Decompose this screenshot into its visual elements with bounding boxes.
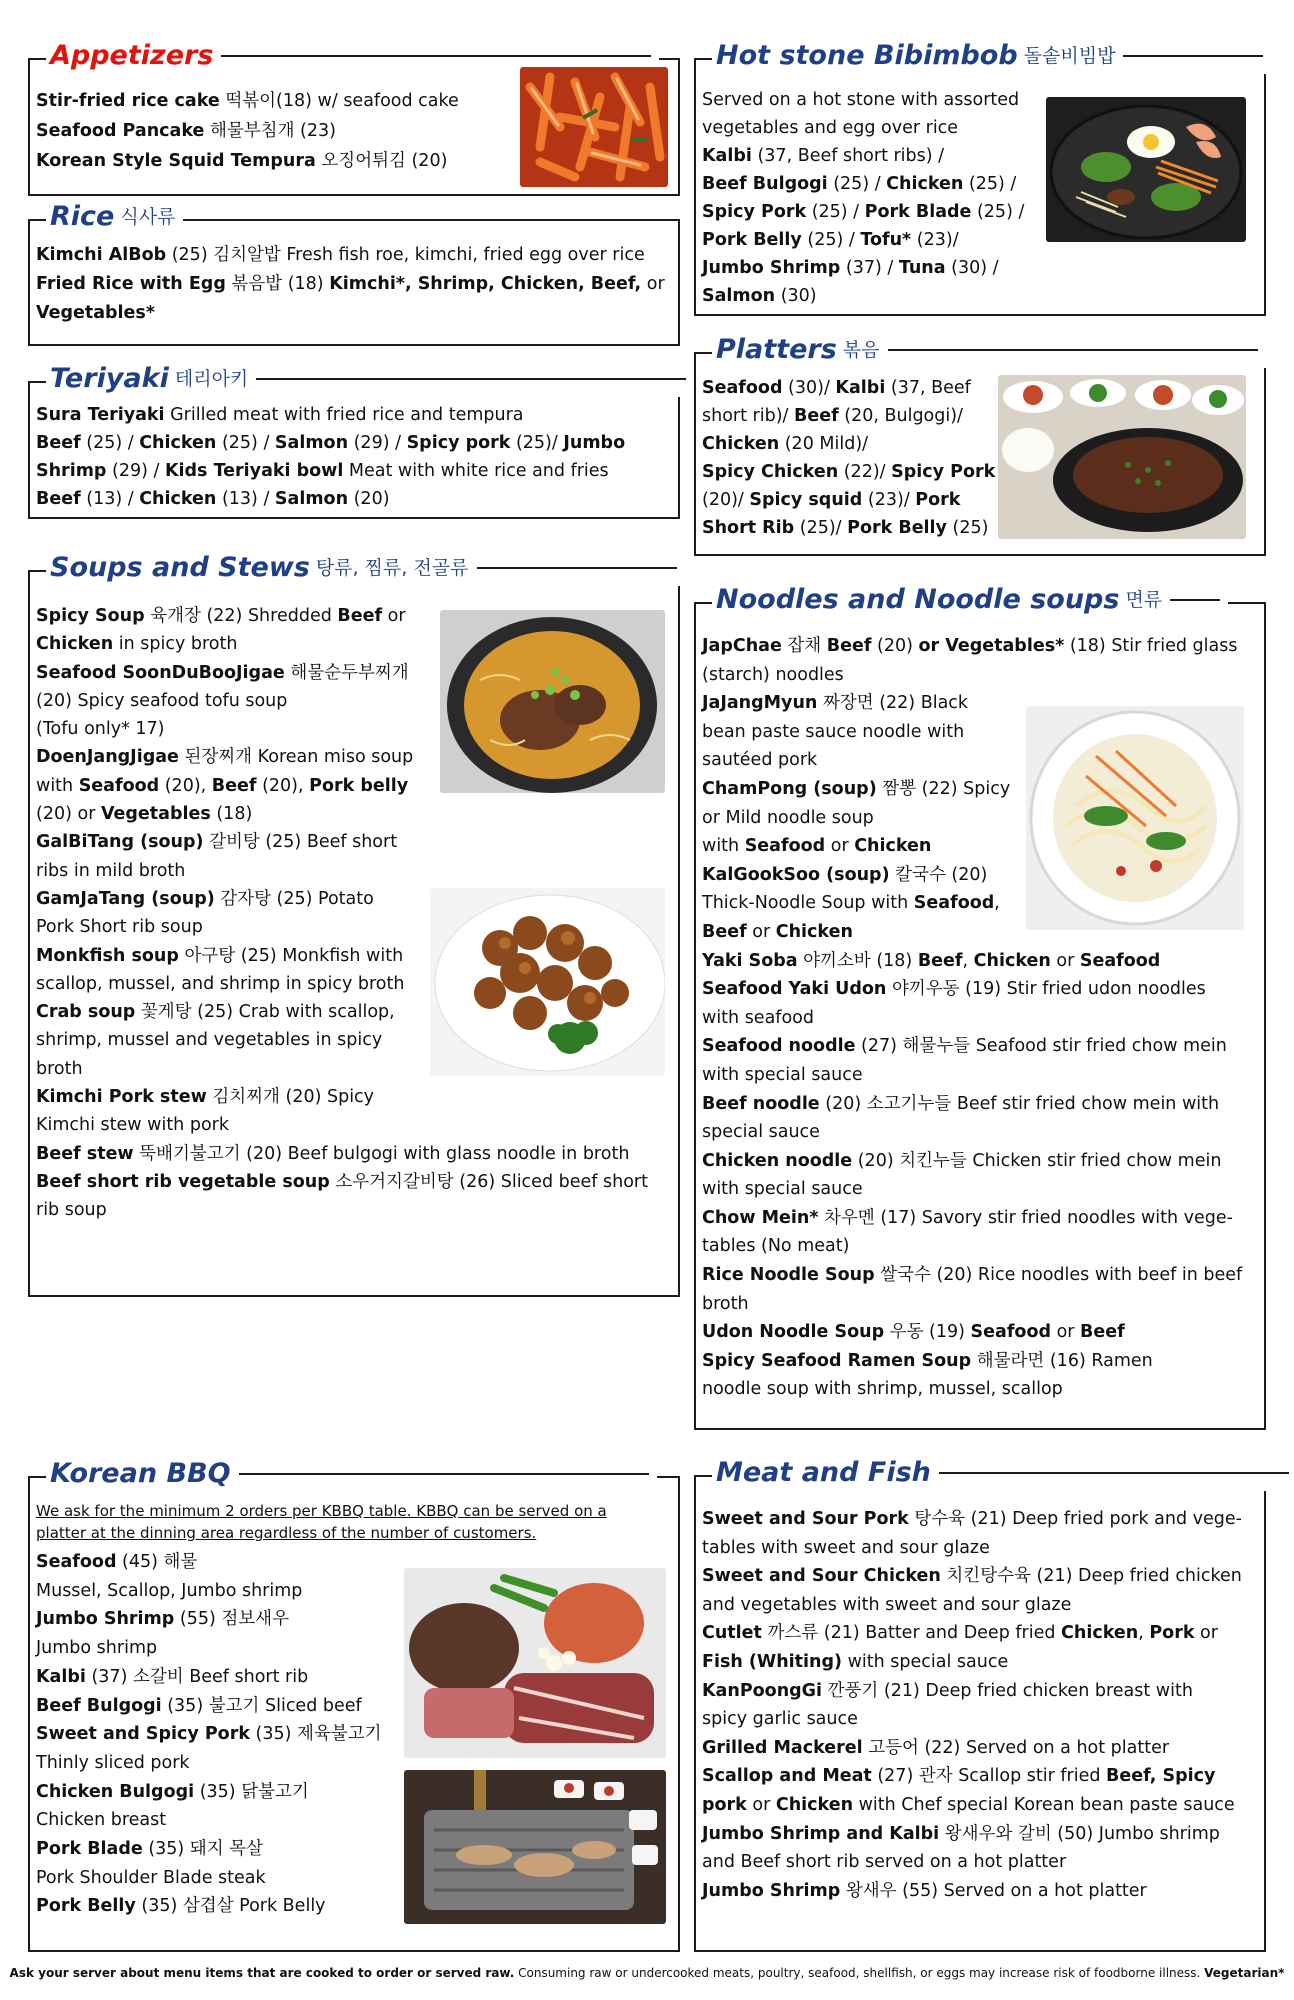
menu-line: (Tofu only* 17) [36, 719, 165, 740]
spicy-soup-photo [440, 610, 665, 793]
platters-heading: Platters 볶음 [712, 332, 1266, 368]
menu-line: Jumbo Shrimp (55) 점보새우 [36, 1609, 289, 1630]
menu-line: rib soup [36, 1200, 107, 1221]
soups-section [28, 552, 680, 1297]
bibimbob-heading: Hot stone Bibimbob 돌솥비빔밥 [712, 38, 1271, 74]
bbq-heading: Korean BBQ [46, 1456, 657, 1492]
menu-line: Kimchi Pork stew 김치찌개 (20) Spicy [36, 1087, 375, 1108]
menu-line: GamJaTang (soup) 감자탕 (25) Potato [36, 888, 374, 909]
menu-line: Chicken in spicy broth [36, 634, 238, 655]
menu-line: broth [36, 1058, 83, 1079]
allergy-disclaimer: Ask your server about menu items that are cooked to order or served raw. Consuming raw or undercooked meats, poultry, seafood, shellfish, or eggs may increase risk of foodborne illness. Vegetarian* [9, 1966, 1285, 1980]
menu-line: pork or Chicken with Chef special Korean bean paste sauce [702, 1794, 1235, 1815]
menu-line: JapChae 잡채 Beef (20) or Vegetables* (18) Stir fried glass [702, 636, 1238, 656]
menu-line: (starch) noodles [702, 664, 844, 685]
menu-item-cont: Vegetables* [36, 303, 155, 323]
menu-line: Udon Noodle Soup 우동 (19) Seafood or Beef [702, 1322, 1125, 1343]
menu-item: Korean Style Squid Tempura 오징어튀김 (20) [36, 151, 448, 171]
menu-line: broth [702, 1293, 749, 1314]
menu-line: (20) or Vegetables (18) [36, 804, 253, 825]
appetizers-section [28, 40, 680, 196]
meat-fish-list [702, 1505, 1258, 1905]
menu-line: JaJangMyun 짜장면 (22) Black [702, 693, 969, 714]
menu-line: DoenJangJigae 된장찌개 Korean miso soup [36, 747, 414, 768]
menu-line: with special sauce [702, 1179, 863, 1200]
menu-line: Pork Short rib soup [36, 917, 203, 938]
menu-line: Salmon (30) [702, 286, 817, 306]
bbq-notice: We ask for the minimum 2 orders per KBBQ table. KBBQ can be served on a platter at the dinning area regardless of the number of customers. [36, 1502, 607, 1542]
menu-line: Sweet and Spicy Pork (35) 제육불고기 [36, 1724, 382, 1745]
meat-fish-heading: Meat and Fish [712, 1455, 1294, 1491]
fried-chicken-photo [430, 888, 665, 1076]
menu-line: and Beef short rib served on a hot platter [702, 1852, 1067, 1873]
menu-line: Kimchi stew with pork [36, 1115, 229, 1136]
menu-line: Monkfish soup 아구탕 (25) Monkfish with [36, 945, 404, 966]
menu-line: Seafood Yaki Udon 야끼우동 (19) Stir fried udon noodles [702, 979, 1206, 1000]
menu-line: Rice Noodle Soup 쌀국수 (20) Rice noodles with beef in beef [702, 1265, 1243, 1286]
noodles-heading: Noodles and Noodle soups 면류 [712, 582, 1228, 618]
menu-line: GalBiTang (soup) 갈비탕 (25) Beef short [36, 832, 398, 853]
menu-line: Seafood (30)/ Kalbi (37, Beef [702, 378, 971, 398]
menu-line: Chow Mein* 차우멘 (17) Savory stir fried noodles with vege- [702, 1207, 1233, 1228]
noodle-soup-photo [1026, 706, 1244, 930]
teriyaki-heading: Teriyaki 테리아키 [46, 361, 694, 397]
menu-line: (20) Spicy seafood tofu soup [36, 690, 288, 711]
appetizers-heading: Appetizers [46, 38, 659, 74]
rice-heading: Rice 식사류 [46, 199, 183, 235]
menu-line: Spicy Chicken (22)/ Spicy Pork [702, 462, 996, 482]
menu-line: Kalbi (37, Beef short ribs) / [702, 146, 945, 166]
menu-line: Thinly sliced pork [36, 1752, 190, 1773]
rice-cake-photo [520, 67, 668, 187]
menu-line: Spicy Seafood Ramen Soup 해물라면 (16) Ramen [702, 1350, 1153, 1371]
teriyaki-list [36, 401, 672, 513]
menu-line: Jumbo Shrimp 왕새우 (55) Served on a hot platter [702, 1880, 1147, 1901]
menu-line: shrimp, mussel and vegetables in spicy [36, 1030, 383, 1051]
soups-heading: Soups and Stews 탕류, 찜류, 전골류 [46, 550, 685, 586]
menu-line: with Seafood or Chicken [702, 836, 932, 857]
menu-line: sautéed pork [702, 750, 818, 771]
menu-line: vegetables and egg over rice [702, 118, 959, 138]
menu-line: Yaki Soba 야끼소바 (18) Beef, Chicken or Seafood [702, 950, 1161, 971]
menu-line: tables with sweet and sour glaze [702, 1537, 990, 1558]
menu-line: noodle soup with shrimp, mussel, scallop [702, 1379, 1063, 1400]
menu-line: Sweet and Sour Chicken 치킨탕수육 (21) Deep fried chicken [702, 1566, 1242, 1587]
menu-line: Seafood SoonDuBooJigae 해물순두부찌개 [36, 662, 409, 683]
menu-item: Seafood Pancake 해물부침개 (23) [36, 121, 336, 141]
menu-line: special sauce [702, 1122, 820, 1143]
menu-line: Chicken noodle (20) 치킨누들 Chicken stir fried chow mein [702, 1150, 1222, 1171]
menu-line: short rib)/ Beef (20, Bulgogi)/ [702, 406, 963, 426]
appetizers-list [36, 86, 516, 176]
bbq-grill-table-photo [404, 1770, 666, 1924]
menu-line: Pork Shoulder Blade steak [36, 1867, 266, 1888]
menu-line: Pork Belly (35) 삼겹살 Pork Belly [36, 1896, 326, 1917]
menu-line: Beef stew 뚝배기불고기 (20) Beef bulgogi with glass noodle in broth [36, 1143, 630, 1164]
menu-line: Chicken breast [36, 1810, 167, 1831]
menu-line: Crab soup 꽃게탕 (25) Crab with scallop, [36, 1002, 395, 1023]
menu-line: Beef Bulgogi (25) / Chicken (25) / [702, 174, 1017, 194]
platters-section [694, 334, 1266, 556]
rice-list [36, 241, 672, 328]
menu-line: Beef short rib vegetable soup 소우거지갈비탕 (26) Sliced beef short [36, 1171, 648, 1192]
menu-line: Sweet and Sour Pork 탕수육 (21) Deep fried pork and vege- [702, 1509, 1242, 1529]
rice-section [28, 201, 680, 346]
menu-line: Spicy Pork (25) / Pork Blade (25) / [702, 202, 1025, 222]
menu-line: ribs in mild broth [36, 860, 186, 881]
menu-item-cont: Beef (13) / Chicken (13) / Salmon (20) [36, 489, 390, 509]
teriyaki-section [28, 363, 680, 519]
menu-line: (20)/ Spicy squid (23)/ Pork [702, 490, 961, 510]
bbq-section [28, 1458, 680, 1952]
menu-line: Pork Belly (25) / Tofu* (23)/ [702, 230, 959, 250]
menu-item: Stir-fried rice cake 떡볶이(18) w/ seafood cake [36, 91, 459, 111]
menu-line: Jumbo shrimp [36, 1638, 158, 1659]
menu-line: bean paste sauce noodle with [702, 721, 965, 742]
menu-line: spicy garlic sauce [702, 1709, 858, 1730]
menu-line: Jumbo Shrimp (37) / Tuna (30) / [702, 258, 999, 278]
menu-line: with seafood [702, 1007, 814, 1028]
bibimbob-photo [1046, 97, 1246, 242]
menu-line: Jumbo Shrimp and Kalbi 왕새우와 갈비 (50) Jumbo shrimp [702, 1823, 1220, 1844]
platter-photo [998, 375, 1246, 539]
menu-line: scallop, mussel, and shrimp in spicy broth [36, 973, 405, 994]
menu-line: KalGookSoo (soup) 칼국수 (20) [702, 864, 988, 885]
menu-item-cont: Beef (25) / Chicken (25) / Salmon (29) / Spicy pork (25)/ Jumbo Shrimp (29) / Kids Teriyaki bowl Meat with white rice and fries [36, 433, 626, 481]
menu-line: KanPoongGi 깐풍기 (21) Deep fried chicken breast with [702, 1680, 1193, 1701]
bbq-raw-meat-photo [404, 1568, 666, 1758]
menu-line: Grilled Mackerel 고등어 (22) Served on a hot platter [702, 1737, 1170, 1758]
bibimbob-section [694, 40, 1266, 316]
noodles-section [694, 584, 1266, 1430]
menu-item: Fried Rice with Egg 볶음밥 (18) Kimchi*, Shrimp, Chicken, Beef, or [36, 274, 665, 294]
menu-item: Sura Teriyaki Grilled meat with fried rice and tempura [36, 405, 524, 425]
menu-line: Kalbi (37) 소갈비 Beef short rib [36, 1666, 309, 1687]
menu-line: Thick-Noodle Soup with Seafood, [702, 893, 1000, 914]
menu-line: Cutlet 까스류 (21) Batter and Deep fried Chicken, Pork or [702, 1623, 1218, 1644]
menu-line: ChamPong (soup) 짬뽕 (22) Spicy [702, 778, 1011, 799]
menu-line: Scallop and Meat (27) 관자 Scallop stir fried Beef, Spicy [702, 1766, 1216, 1787]
menu-line: Beef Bulgogi (35) 불고기 Sliced beef [36, 1695, 362, 1716]
menu-line: Fish (Whiting) with special sauce [702, 1651, 1009, 1672]
menu-line: or Mild noodle soup [702, 807, 874, 828]
menu-line: Short Rib (25)/ Pork Belly (25) [702, 518, 989, 538]
menu-line: and vegetables with sweet and sour glaze [702, 1594, 1072, 1615]
menu-line: Beef or Chicken [702, 921, 853, 942]
menu-line: Beef noodle (20) 소고기누들 Beef stir fried chow mein with [702, 1093, 1220, 1114]
menu-line: Chicken Bulgogi (35) 닭불고기 [36, 1781, 309, 1802]
menu-line: Seafood (45) 해물 [36, 1552, 198, 1572]
menu-line: tables (No meat) [702, 1236, 850, 1257]
menu-line: Spicy Soup 육개장 (22) Shredded Beef or [36, 606, 406, 626]
menu-line: Chicken (20 Mild)/ [702, 434, 869, 454]
menu-line: Served on a hot stone with assorted [702, 90, 1020, 110]
menu-line: Pork Blade (35) 돼지 목살 [36, 1839, 263, 1860]
menu-line: Seafood noodle (27) 해물누들 Seafood stir fried chow mein [702, 1036, 1227, 1057]
menu-line: with special sauce [702, 1064, 863, 1085]
menu-line: Mussel, Scallop, Jumbo shrimp [36, 1580, 303, 1601]
meat-fish-section [694, 1457, 1266, 1952]
menu-item: Kimchi AlBob (25) 김치알밥 Fresh fish roe, kimchi, fried egg over rice [36, 245, 645, 265]
menu-line: with Seafood (20), Beef (20), Pork belly [36, 775, 409, 796]
